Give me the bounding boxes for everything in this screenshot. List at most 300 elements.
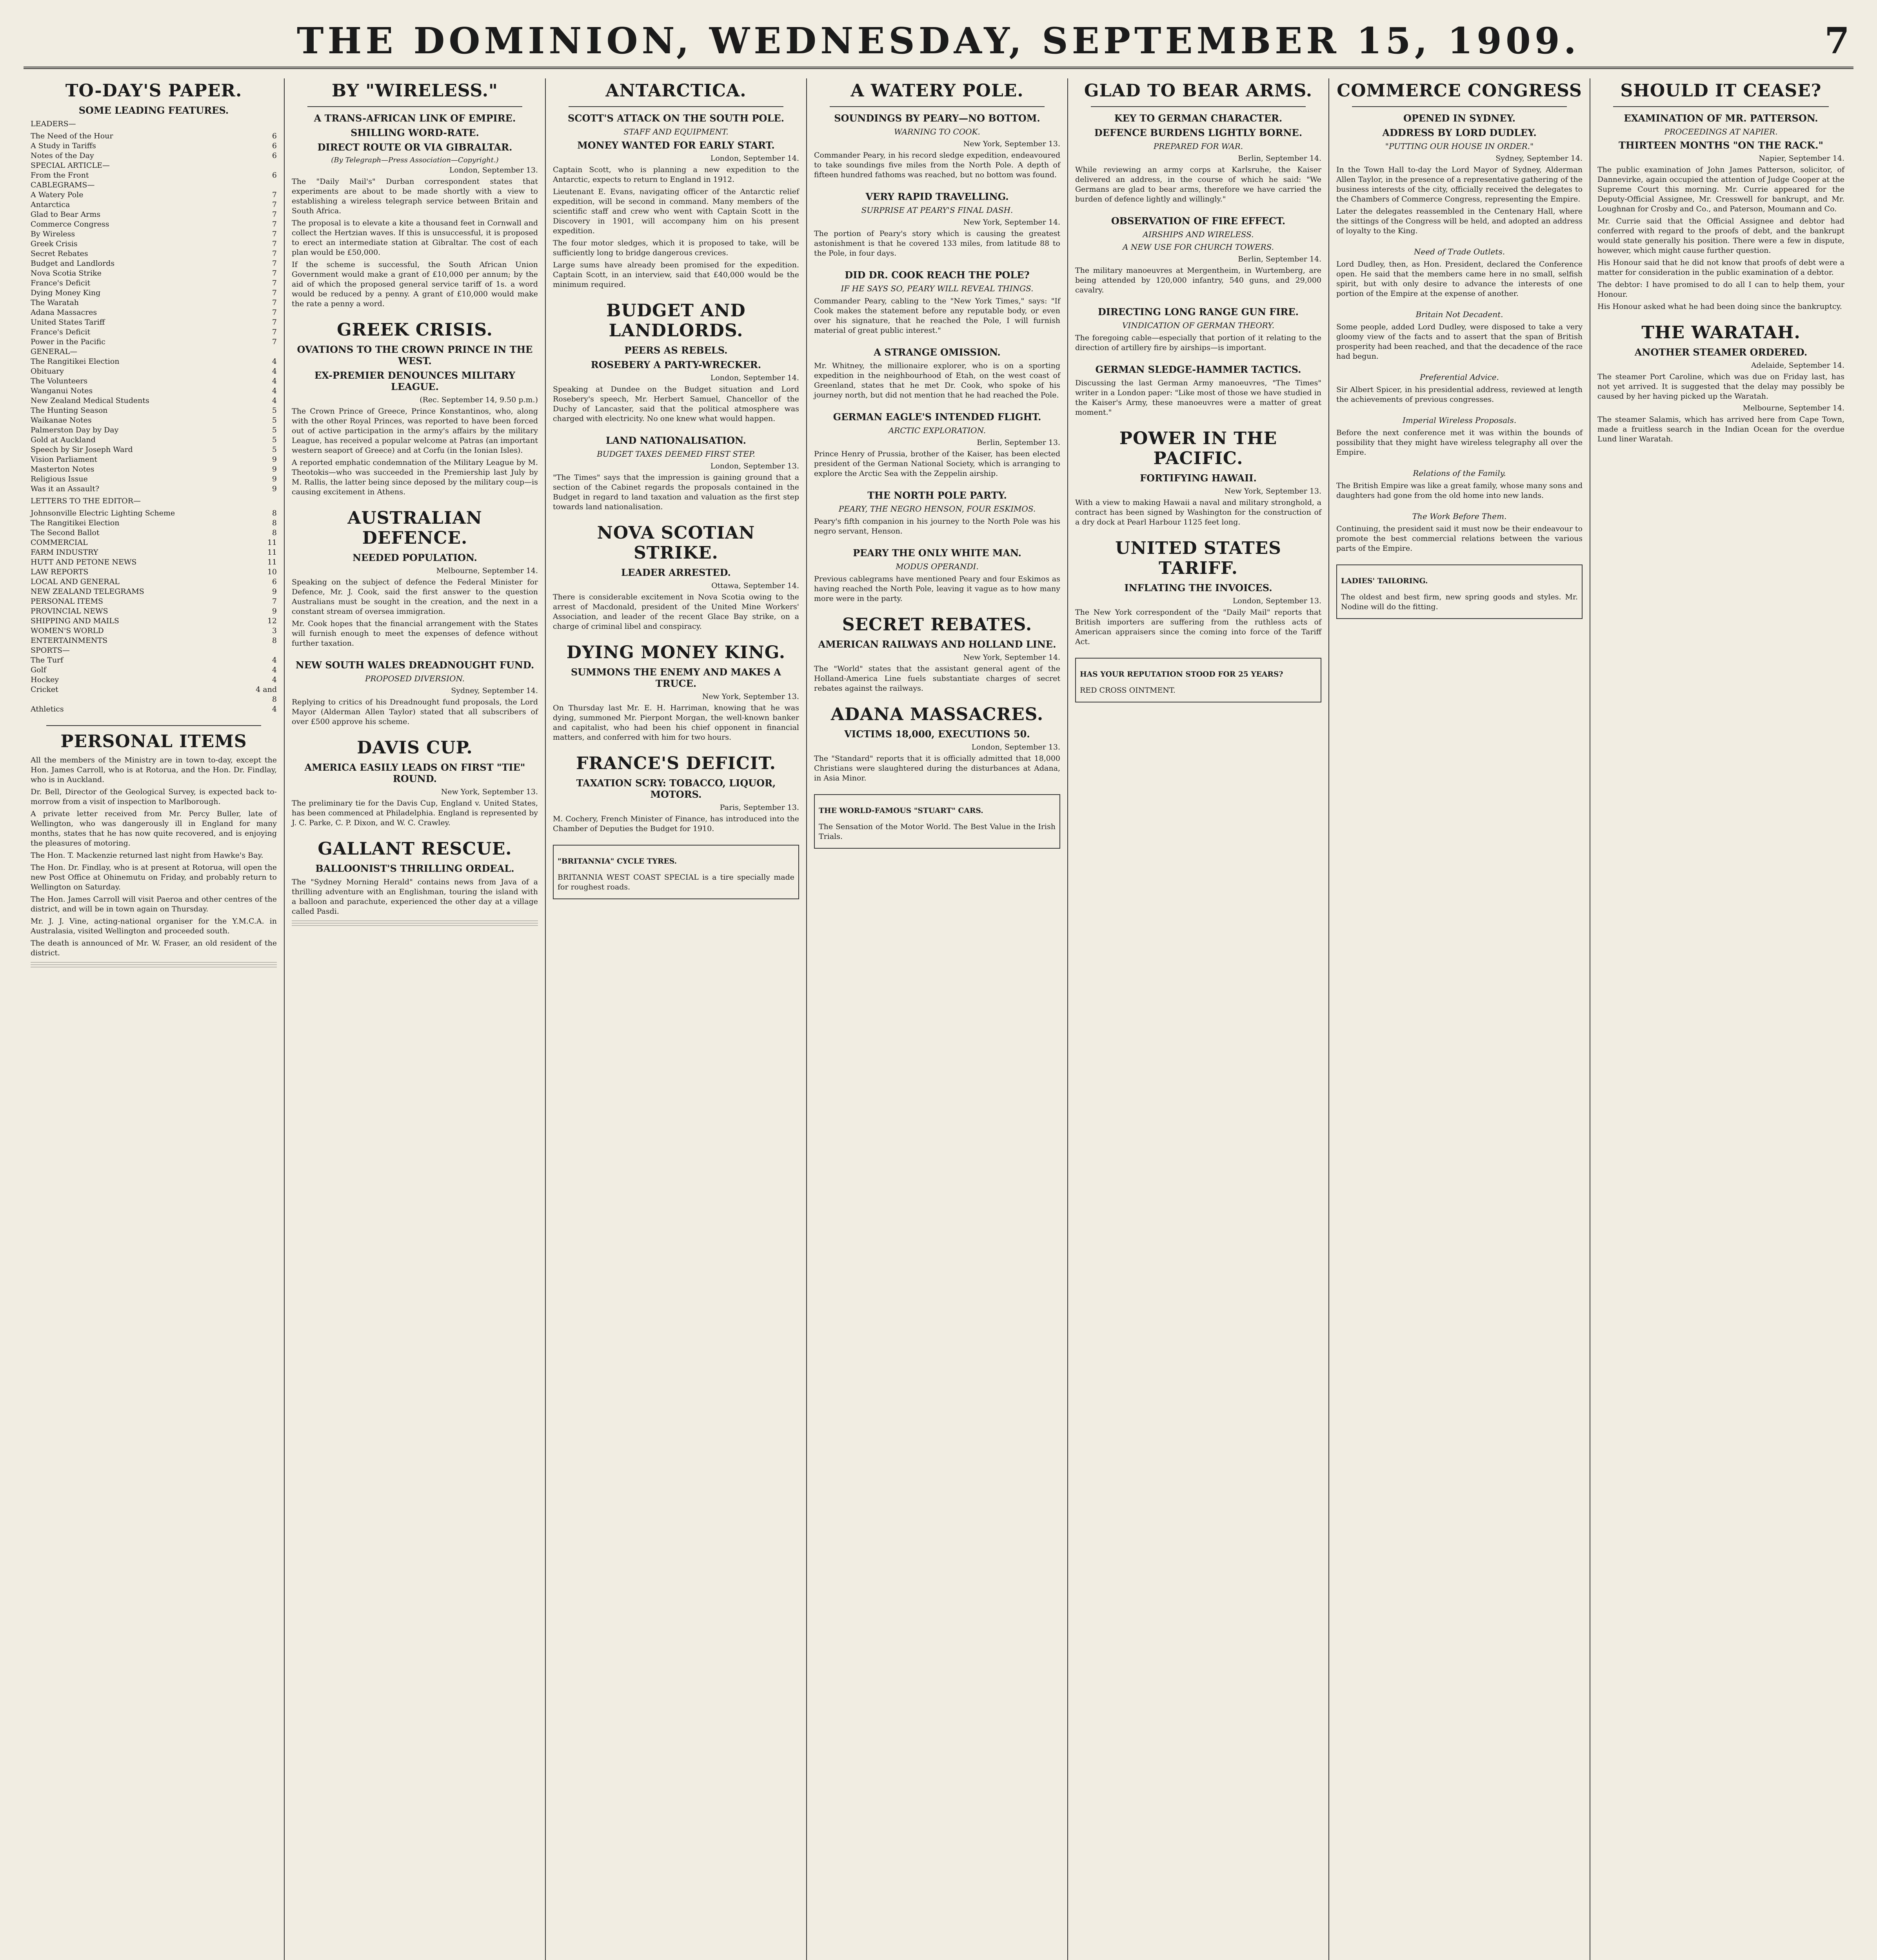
ad-text: The oldest and best firm, new spring goods and styles. Mr. Nodine will do the fitting. [1341, 593, 1578, 612]
toc-item-label: Johnsonville Electric Lighting Scheme [31, 509, 175, 517]
section-title: PEARY THE ONLY WHITE MAN. [853, 547, 1021, 559]
paragraph: The debtor: I have promised to do all I can to help them, your Honour. [1597, 280, 1844, 299]
toc-item-label: A Study in Tariffs [31, 142, 96, 150]
dateline: Adelaide, September 14. [1751, 361, 1844, 370]
toc-item [31, 171, 277, 180]
paragraph: The British Empire was like a great family, whose many sons and daughters had gone from the old home into new lands. [1336, 481, 1583, 500]
paragraph: Mr. Cook hopes that the financial arrangement with the States will furnish enough to meet the expenses of defence without further taxation. [292, 619, 538, 648]
paragraph: Discussing the last German Army manoeuvres, "The Times" writer in a London paper: "Like most of those we have studied in the Kaiser's Army, these manoeuvres were a matter of great moment." [1075, 379, 1321, 417]
toc-item-page: 4 [272, 666, 277, 674]
toc-list [31, 131, 277, 494]
dateline: Paris, September 13. [720, 803, 799, 812]
toc-item-page: 7 [272, 240, 277, 248]
sledge-hammer-section [1075, 364, 1321, 417]
toc-item-page: 7 [272, 298, 277, 307]
paragraph: "The Times" says that the impression is gaining ground that a section of the Cabinet regards the proposals contained in the Budget in regard to land taxation and valuation as the first step towards land nationalisation. [553, 473, 799, 511]
paragraph: Speaking on the subject of defence the Federal Minister for Defence, Mr. J. Cook, said the first answer to the question Australians must be sought in the creation, and the next in a constant stream of oversea immigration. [292, 578, 538, 616]
toc-item-label: A Watery Pole [31, 191, 84, 199]
section-title: BUDGET AND LANDLORDS. [606, 301, 746, 341]
toc-item-label: Obituary [31, 367, 64, 376]
newspaper-title: THE DOMINION, WEDNESDAY, SEPTEMBER 15, 1909. [297, 20, 1580, 62]
toc-item-page: 11 [267, 548, 277, 557]
davis-cup-section [292, 738, 538, 828]
power-pacific-section [1075, 428, 1321, 527]
paragraph: The proposal is to elevate a kite a thousand feet in Cornwall and collect the Hertzian waves. If this is unsuccessful, it is proposed to erect an intermediate station at Gibraltar. The cost of each plan would be £50,000. [292, 219, 538, 257]
toc-item [31, 655, 277, 665]
toc-item-page: 6 [272, 171, 277, 180]
section-title: PERSONAL ITEMS [60, 731, 247, 751]
paragraph: Lieutenant E. Evans, navigating officer of the Antarctic relief expedition, will be second in command. Many members of the scientific staff and crew who went with Captain Scott in the Discovery in 1901, will accompany him on his present expedition. [553, 187, 799, 235]
section-title: The Work Before Them. [1412, 512, 1507, 521]
divider [1352, 106, 1567, 107]
section-subtitle: TAXATION SCRY: TOBACCO, LIQUOR, MOTORS. [576, 777, 776, 800]
section-subtitle: FORTIFYING HAWAII. [1140, 472, 1257, 484]
toc-item-page: 5 [272, 406, 277, 415]
paragraph: Sir Albert Spicer, in his presidential address, reviewed at length the achievements of previous congresses. [1336, 385, 1583, 404]
toc-item [31, 557, 277, 567]
section-title: SHOULD IT CEASE? [1620, 81, 1822, 101]
toc-item-page: 3 [272, 626, 277, 635]
section-subtitle: BALLOONIST'S THRILLING ORDEAL. [315, 863, 514, 874]
toc-item [31, 141, 277, 151]
toc-item [31, 239, 277, 249]
toc-item-label: Nova Scotia Strike [31, 269, 102, 278]
toc-item-label: The Turf [31, 656, 64, 664]
greek-crisis-section [292, 320, 538, 497]
page-number: 7 [1824, 20, 1850, 62]
toc-item-label: Palmerston Day by Day [31, 426, 119, 434]
column-5 [1068, 78, 1329, 1960]
advertisement [814, 794, 1060, 849]
toc-item-page [253, 646, 277, 655]
section-title: Relations of the Family. [1413, 468, 1506, 478]
toc-item-page: 7 [272, 269, 277, 278]
section-subtitle: INFLATING THE INVOICES. [1124, 582, 1272, 593]
us-tariff-section [1075, 538, 1321, 647]
section-title: GALLANT RESCUE. [318, 839, 512, 859]
paragraph: While reviewing an army corps at Karlsruhe, the Kaiser delivered an address, in the course of which he said: "We Germans are glad to bear arms, therefore we have carried the burden of defence lightly and willingly." [1075, 165, 1321, 203]
dateline: London, September 13. [971, 743, 1060, 751]
toc-item-label: Was it an Assault? [31, 485, 100, 493]
dateline: Napier, September 14. [1759, 154, 1844, 163]
paragraph: Large sums have already been promised for the expedition. Captain Scott, in an interview, said that £40,000 would be the minimum required. [553, 261, 799, 289]
divider [1091, 106, 1306, 107]
paragraph: On Thursday last Mr. E. H. Harriman, knowing that he was dying, summoned Mr. Pierpont Morgan, the well-known banker and capitalist, who had been his chief opponent in financial matters, and conferred with him for two hours. [553, 704, 799, 742]
toc-item [31, 538, 277, 548]
toc-item [31, 298, 277, 308]
toc-item-page: 8 [272, 519, 277, 527]
section-subtitle: ANOTHER STEAMER ORDERED. [1634, 347, 1808, 358]
toc-item-label: PROVINCIAL NEWS [31, 607, 108, 615]
toc-item-page: 9 [272, 455, 277, 464]
section-subtitle: A TRANS-AFRICAN LINK OF EMPIRE. [314, 113, 516, 124]
paragraph: Prince Henry of Prussia, brother of the Kaiser, has been elected president of the German National Society, which is arranging to explore the Arctic Sea with the Zeppelin airship. [814, 450, 1060, 478]
dateline: Sydney, September 14. [451, 686, 538, 695]
toc-item-label: Wanganui Notes [31, 387, 93, 395]
section-title: Need of Trade Outlets. [1414, 247, 1505, 256]
advertisement [553, 845, 799, 899]
dateline: Berlin, September 14. [1238, 154, 1321, 163]
section-subtitle: SHILLING WORD-RATE. [351, 127, 479, 138]
section-subtitle: KEY TO GERMAN CHARACTER. [1114, 113, 1283, 124]
imperial-wireless-section [1336, 416, 1583, 457]
toc-item-label: WOMEN'S WORLD [31, 626, 104, 635]
toc-item-label: SPORTS— [31, 646, 70, 655]
toc-item-label: NEW ZEALAND TELEGRAMS [31, 587, 144, 596]
toc-item [31, 386, 277, 396]
section-subtitle: PREPARED FOR WAR. [1153, 142, 1243, 151]
toc-item-page: 11 [267, 558, 277, 566]
toc-item-page: 7 [272, 597, 277, 606]
paragraph: The death is announced of Mr. W. Fraser, an old resident of the district. [31, 939, 277, 957]
section-title: UNITED STATES TARIFF. [1115, 538, 1281, 578]
section-subtitle: STAFF AND EQUIPMENT. [623, 127, 729, 136]
toc-item-page: 7 [272, 318, 277, 327]
waratah-section [1597, 323, 1844, 444]
toc-item-page: 9 [272, 475, 277, 483]
toc-item [31, 229, 277, 239]
toc-item-page: 8 [272, 636, 277, 645]
toc-item-label: The Need of the Hour [31, 132, 113, 140]
toc-item-page: 4 [272, 396, 277, 405]
toc-item-label: COMMERCIAL [31, 538, 88, 547]
toc-item-page: 7 [272, 259, 277, 268]
toc-item [31, 288, 277, 298]
paragraph: With a view to making Hawaii a naval and military stronghold, a contract has been signed by Washington for the construction of a dry dock at Pearl Harbour 1125 feet long. [1075, 498, 1321, 526]
long-range-gun-section [1075, 306, 1321, 353]
dateline: New York, September 13. [1224, 487, 1321, 495]
dateline: London, September 14. [710, 154, 799, 163]
toc-item [31, 367, 277, 376]
toc-item-label: Gold at Auckland [31, 436, 96, 444]
toc-item-label: LAW REPORTS [31, 568, 89, 576]
adana-massacres-section [814, 704, 1060, 783]
section-subtitle: ADDRESS BY LORD DUDLEY. [1382, 127, 1537, 138]
watery-pole-section [814, 81, 1060, 180]
toc-item-page: 4 [272, 367, 277, 376]
toc-item [31, 210, 277, 220]
toc-item [31, 675, 277, 685]
section-subtitle: VINDICATION OF GERMAN THEORY. [1122, 321, 1275, 330]
dateline: New York, September 14. [963, 653, 1060, 662]
toc-item [31, 455, 277, 465]
section-subtitle: MONEY WANTED FOR EARLY START. [577, 140, 775, 151]
paragraph: Some people, added Lord Dudley, were disposed to take a very gloomy view of the facts and to assert that the span of British prosperity had been reached, and that the decadence of the race had begun. [1336, 323, 1583, 361]
work-before-them-section [1336, 512, 1583, 554]
byline: (By Telegraph—Press Association—Copyright.) [331, 156, 499, 164]
toc-item-label: The Second Ballot [31, 528, 100, 537]
toc-item-page: 4 [272, 675, 277, 684]
toc-item [31, 606, 277, 616]
section-title: GREEK CRISIS. [337, 320, 493, 340]
toc-item-page: 4 [272, 357, 277, 366]
toc-item-page: 5 [272, 436, 277, 444]
toc-item [31, 577, 277, 587]
masthead [24, 16, 1853, 69]
paragraph: The public examination of John James Patterson, solicitor, of Dannevirke, again occupied the attention of Judge Cooper at the Supreme Court this morning. Mr. Currie appeared for the Deputy-Official Assignee, Mr. Cresswell for bankrupt, and Mr. Loughnan for Crosby and Co., and Paterson, Moumann and Co. [1597, 165, 1844, 213]
ad-title: LADIES' TAILORING. [1341, 576, 1428, 585]
toc-item [31, 528, 277, 538]
toc-item-label: Budget and Landlords [31, 259, 115, 268]
german-eagle-section [814, 411, 1060, 479]
paragraph: The "Daily Mail's" Durban correspondent states that experiments are about to be made shortly with a view to establishing a wireless telegraph service between Britain and South Africa. [292, 177, 538, 215]
paragraph: Later the delegates reassembled in the Centenary Hall, where the sittings of the Congress will be held, and adopted an address of loyalty to the King. [1336, 207, 1583, 235]
paragraph: All the members of the Ministry are in town to-day, except the Hon. James Carroll, who is at Rotorua, and the Hon. Dr. Findlay, who is in Auckland. [31, 756, 277, 784]
paragraph: Mr. Currie said that the Official Assignee and debtor had conferred with regard to the proofs of debt, and the bankrupt would state generally his position. There were a few in dispute, however, which might cause further question. [1597, 217, 1844, 255]
toc-header: LEADERS— [31, 120, 76, 128]
divider [307, 106, 522, 107]
section-title: ADANA MASSACRES. [830, 704, 1044, 724]
paragraph: A reported emphatic condemnation of the Military League by M. Theotokis—who was succeeded in the Premiership last July by M. Rallis, the latter being since deposed by the military coup—is causing excitement in Athens. [292, 458, 538, 496]
column-2 [285, 78, 546, 1960]
toc-item-page: 7 [272, 279, 277, 287]
section-subtitle: ROSEBERY A PARTY-WRECKER. [591, 359, 761, 370]
dateline: (Rec. September 14, 9.50 p.m.) [420, 396, 538, 404]
toc-item-page: 7 [272, 191, 277, 199]
paragraph: The "Sydney Morning Herald" contains news from Java of a thrilling adventure with an Englishman, touring the island with a balloon and parachute, experienced the other day at a village called Pasdi. [292, 878, 538, 916]
australian-defence-section [292, 508, 538, 648]
budget-landlords-section [553, 301, 799, 424]
section-subtitle: DIRECT ROUTE OR VIA GIBRALTAR. [317, 142, 512, 153]
section-title: NOVA SCOTIAN STRIKE. [597, 523, 755, 563]
toc-item [31, 269, 277, 278]
paragraph: Commander Peary, in his record sledge expedition, endeavoured to take soundings five miles from the North Pole. A depth of fifteen hundred fathoms was reached, but no bottom was found. [814, 151, 1060, 179]
family-relations-section [1336, 468, 1583, 501]
section-title: THE WARATAH. [1641, 323, 1801, 343]
toc-item-label: SPECIAL ARTICLE— [31, 161, 110, 170]
dateline: Melbourne, September 14. [1743, 404, 1844, 412]
ad-title: THE WORLD-FAMOUS "STUART" CARS. [819, 806, 983, 815]
toc-item-label: New Zealand Medical Students [31, 396, 149, 405]
toc-item-label: HUTT AND PETONE NEWS [31, 558, 137, 566]
toc-item-page: 7 [272, 220, 277, 229]
trade-outlets-section [1336, 247, 1583, 299]
toc-item [31, 484, 277, 494]
nova-scotian-strike-section [553, 523, 799, 632]
paragraph: The "Standard" reports that it is officially admitted that 18,000 Christians were slaughtered during the disturbances at Adana, in Asia Minor. [814, 754, 1060, 782]
toc-item-label: France's Deficit [31, 279, 91, 287]
toc-item-label: The Waratah [31, 298, 79, 307]
section-title: Britain Not Decadent. [1415, 310, 1503, 319]
section-subtitle: VICTIMS 18,000, EXECUTIONS 50. [844, 728, 1030, 740]
toc-item-page [253, 161, 277, 171]
divider [1613, 106, 1829, 107]
toc-item-label: Golf [31, 666, 46, 674]
section-subtitle: SUMMONS THE ENEMY AND MAKES A TRUCE. [571, 666, 781, 689]
dateline: New York, September 13. [702, 692, 799, 701]
toc-item-label: Glad to Bear Arms [31, 210, 101, 219]
antarctica-section [553, 81, 799, 290]
section-subtitle: OPENED IN SYDNEY. [1403, 113, 1516, 124]
toc-item [31, 616, 277, 626]
paragraph: Before the next conference met it was within the bounds of possibility that they might have wireless telegraphy all over the Empire. [1336, 428, 1583, 457]
toc-item-label: Commerce Congress [31, 220, 109, 229]
toc-item [31, 318, 277, 327]
toc-item-page: 4 [272, 377, 277, 385]
section-subtitle: DEFENCE BURDENS LIGHTLY BORNE. [1094, 127, 1303, 138]
toc-item-page: 7 [272, 328, 277, 336]
section-title: TO-DAY'S PAPER. [65, 81, 242, 101]
paragraph: The foregoing cable—especially that portion of it relating to the direction of artillery fire by airships—is important. [1075, 334, 1321, 352]
toc-item-label: Power in the Pacific [31, 338, 105, 346]
toc-item [31, 665, 277, 675]
toc-item-label: GENERAL— [31, 347, 78, 356]
toc-item [31, 278, 277, 288]
section-title: THE NORTH POLE PARTY. [867, 490, 1007, 501]
toc-item-label: Adana Massacres [31, 308, 97, 317]
section-title: A STRANGE OMISSION. [874, 347, 1001, 358]
fire-effect-section [1075, 215, 1321, 295]
toc-item [31, 445, 277, 455]
toc-item [31, 347, 277, 357]
section-title: A WATERY POLE. [850, 81, 1024, 101]
wireless-section [292, 81, 538, 309]
toc-item [31, 180, 277, 190]
toc-item-label: Cricket [31, 685, 58, 694]
section-title: BY "WIRELESS." [332, 81, 498, 101]
toc-item-page: 8 [272, 528, 277, 537]
paragraph: His Honour said that he did not know that proofs of debt were a matter for consideration in the public examination of a debtor. [1597, 258, 1844, 277]
section-title: Preferential Advice. [1420, 372, 1499, 382]
secret-rebates-section [814, 615, 1060, 693]
dateline: London, September 13. [449, 166, 538, 174]
toc-item-label: Athletics [31, 705, 64, 713]
section-title: VERY RAPID TRAVELLING. [865, 191, 1009, 202]
paragraph: Peary's fifth companion in his journey to the North Pole was his negro servant, Henson. [814, 517, 1060, 535]
toc-item-page: 7 [272, 289, 277, 297]
toc-item [31, 508, 277, 518]
toc-item-page: 7 [272, 210, 277, 219]
section-subtitle: IF HE SAYS SO, PEARY WILL REVEAL THINGS. [841, 284, 1034, 293]
toc-item-page: 5 [272, 426, 277, 434]
toc-item [31, 327, 277, 337]
rapid-travelling-section [814, 191, 1060, 258]
toc-item [31, 597, 277, 606]
section-title: AUSTRALIAN DEFENCE. [347, 508, 482, 548]
section-title: GERMAN SLEDGE-HAMMER TACTICS. [1095, 364, 1301, 375]
todays-paper-section [31, 81, 277, 714]
toc-item-page: 6 [272, 142, 277, 150]
paragraph: The "World" states that the assistant general agent of the Holland-America Line fuels substantiate charges of secret rebates against the railways. [814, 664, 1060, 693]
ad-text: RED CROSS OINTMENT. [1080, 686, 1176, 695]
toc-item [31, 220, 277, 229]
section-subtitle: PROPOSED DIVERSION. [365, 674, 465, 683]
toc-item-page: 7 [272, 230, 277, 238]
toc-item [31, 249, 277, 259]
paragraph: In the Town Hall to-day the Lord Mayor of Sydney, Alderman Allen Taylor, in the presence of a representative gathering of the business interests of the city, officially received the delegates to the Chambers of Commerce Congress, representing the Empire. [1336, 165, 1583, 203]
section-subtitle: SCOTT'S ATTACK ON THE SOUTH POLE. [568, 113, 784, 124]
toc-list-more [31, 508, 277, 714]
dateline: London, September 13. [1232, 597, 1321, 605]
france-deficit-section [553, 753, 799, 834]
section-title: Imperial Wireless Proposals. [1402, 416, 1517, 425]
toc-item-label: SHIPPING AND MAILS [31, 617, 119, 625]
section-subtitle: SOUNDINGS BY PEARY—NO BOTTOM. [834, 113, 1040, 124]
toc-item-label: Hockey [31, 675, 59, 684]
toc-item-label: Religious Issue [31, 475, 88, 483]
paragraph: His Honour asked what he had been doing since the bankruptcy. [1597, 302, 1842, 311]
section-title: GERMAN EAGLE'S INTENDED FLIGHT. [833, 411, 1041, 423]
toc-item [31, 259, 277, 269]
toc-item-label: ENTERTAINMENTS [31, 636, 108, 645]
toc-item-page: 6 [272, 151, 277, 160]
toc-item-page: 5 [272, 416, 277, 425]
ad-text: The Sensation of the Motor World. The Best Value in the Irish Trials. [819, 822, 1056, 841]
toc-item-page: 7 [272, 308, 277, 317]
paragraph: The Crown Prince of Greece, Prince Konstantinos, who, along with the other Royal Princes, was reported to have been forced out of active participation in the army's affairs by the military League, has received a popular welcome at Patras (an important western seaport of Greece) and at Corfu (in the Ionian Isles). [292, 407, 538, 455]
toc-item-label: Notes of the Day [31, 151, 94, 160]
paragraph: Captain Scott, who is planning a new expedition to the Antarctic, expects to return to England in 1912. [553, 165, 799, 184]
section-title: GLAD TO BEAR ARMS. [1084, 81, 1313, 101]
toc-item-label: Dying Money King [31, 289, 101, 297]
toc-item-page: 9 [272, 607, 277, 615]
section-title: POWER IN THE PACIFIC. [1119, 428, 1277, 468]
toc-item-label: PERSONAL ITEMS [31, 597, 104, 606]
preferential-advice-section [1336, 372, 1583, 405]
paragraph: The military manoeuvres at Mergentheim, in Wurtemberg, are being attended by 120,000 infantry, 540 guns, and 29,000 cavalry. [1075, 266, 1321, 294]
section-title: DAVIS CUP. [357, 738, 473, 758]
toc-item-label: Secret Rebates [31, 249, 88, 258]
section-subtitle: PEARY, THE NEGRO HENSON, FOUR ESKIMOS. [838, 504, 1036, 514]
paragraph: Speaking at Dundee on the Budget situation and Lord Rosebery's speech, Mr. Herbert Samuel, Chancellor of the Duchy of Lancaster, said that the political atmosphere was charged with electricity. No one knew what would happen. [553, 385, 799, 423]
toc-item-label: Masterton Notes [31, 465, 94, 474]
toc-item [31, 131, 277, 141]
toc-item-page: 4 and 8 [256, 685, 277, 704]
toc-item-page: 4 [272, 705, 277, 713]
section-title: DYING MONEY KING. [566, 642, 786, 662]
section-subtitle: "PUTTING OUR HOUSE IN ORDER." [1385, 142, 1534, 151]
toc-item-page: 6 [272, 577, 277, 586]
section-title: ANTARCTICA. [605, 81, 747, 101]
section-subtitle: SURPRISE AT PEARY'S FINAL DASH. [861, 205, 1013, 215]
toc-item-page: 9 [272, 587, 277, 596]
section-title: DIRECTING LONG RANGE GUN FIRE. [1097, 306, 1299, 318]
toc-item [31, 567, 277, 577]
toc-item [31, 396, 277, 406]
toc-item-label: FARM INDUSTRY [31, 548, 98, 557]
toc-item-page: 11 [267, 538, 277, 547]
toc-item-page: 7 [272, 338, 277, 346]
toc-item-page: 7 [272, 200, 277, 209]
section-subtitle: WARNING TO COOK. [894, 127, 980, 136]
dateline: New York, September 14. [963, 218, 1060, 227]
gallant-rescue-section [292, 839, 538, 927]
paragraph: The steamer Salamis, which has arrived here from Cape Town, made a fruitless search in the Indian Ocean for the overdue Lund liner Waratah. [1597, 415, 1844, 443]
section-title: LAND NATIONALISATION. [606, 435, 746, 446]
toc-item-label: Vision Parliament [31, 455, 97, 464]
divider [46, 725, 261, 726]
toc-item [31, 626, 277, 636]
section-subtitle: BUDGET TAXES DEEMED FIRST STEP. [597, 449, 755, 459]
dateline: New York, September 13. [963, 140, 1060, 148]
divider [830, 106, 1045, 107]
paragraph: The Hon. Dr. Findlay, who is at present at Rotorua, will open the new Post Office at Ohinemutu on Friday, and probably return to Wellington on Saturday. [31, 863, 277, 891]
section-title: FRANCE'S DEFICIT. [576, 753, 776, 773]
toc-item-label: The Rangitikei Election [31, 519, 120, 527]
only-white-man-section [814, 547, 1060, 604]
paragraph: Continuing, the president said it must now be their endeavour to promote the best commercial relations between the various parts of the Empire. [1336, 524, 1583, 553]
dateline: London, September 13. [710, 462, 799, 470]
paragraph: If the scheme is successful, the South African Union Government would make a grant of £10,000 per annum; by the aid of which the proposed general service tariff of 1s. a word would be reduced by a penny. A grant of £10,000 would make the rate a penny a word. [292, 260, 538, 308]
toc-item-label: The Rangitikei Election [31, 357, 120, 366]
section-subtitle: NEEDED POPULATION. [353, 552, 477, 563]
toc-item [31, 376, 277, 386]
paragraph: Lord Dudley, then, as Hon. President, declared the Conference open. He said that the members came here in no small, selfish spirit, but with only desire to advance the interests of one portion of the Empire at the expense of another. [1336, 260, 1583, 298]
toc-item-label: United States Tariff [31, 318, 105, 327]
paragraph: Mr. Whitney, the millionaire explorer, who is on a sporting expedition in the neighbourhood of Etah, on the west coast of Greenland, states that he met Dr. Cook, who spoke of his journey north, but did not mention that he had reached the Pole. [814, 361, 1060, 399]
toc-item-page: 10 [267, 568, 277, 576]
toc-item [31, 465, 277, 474]
